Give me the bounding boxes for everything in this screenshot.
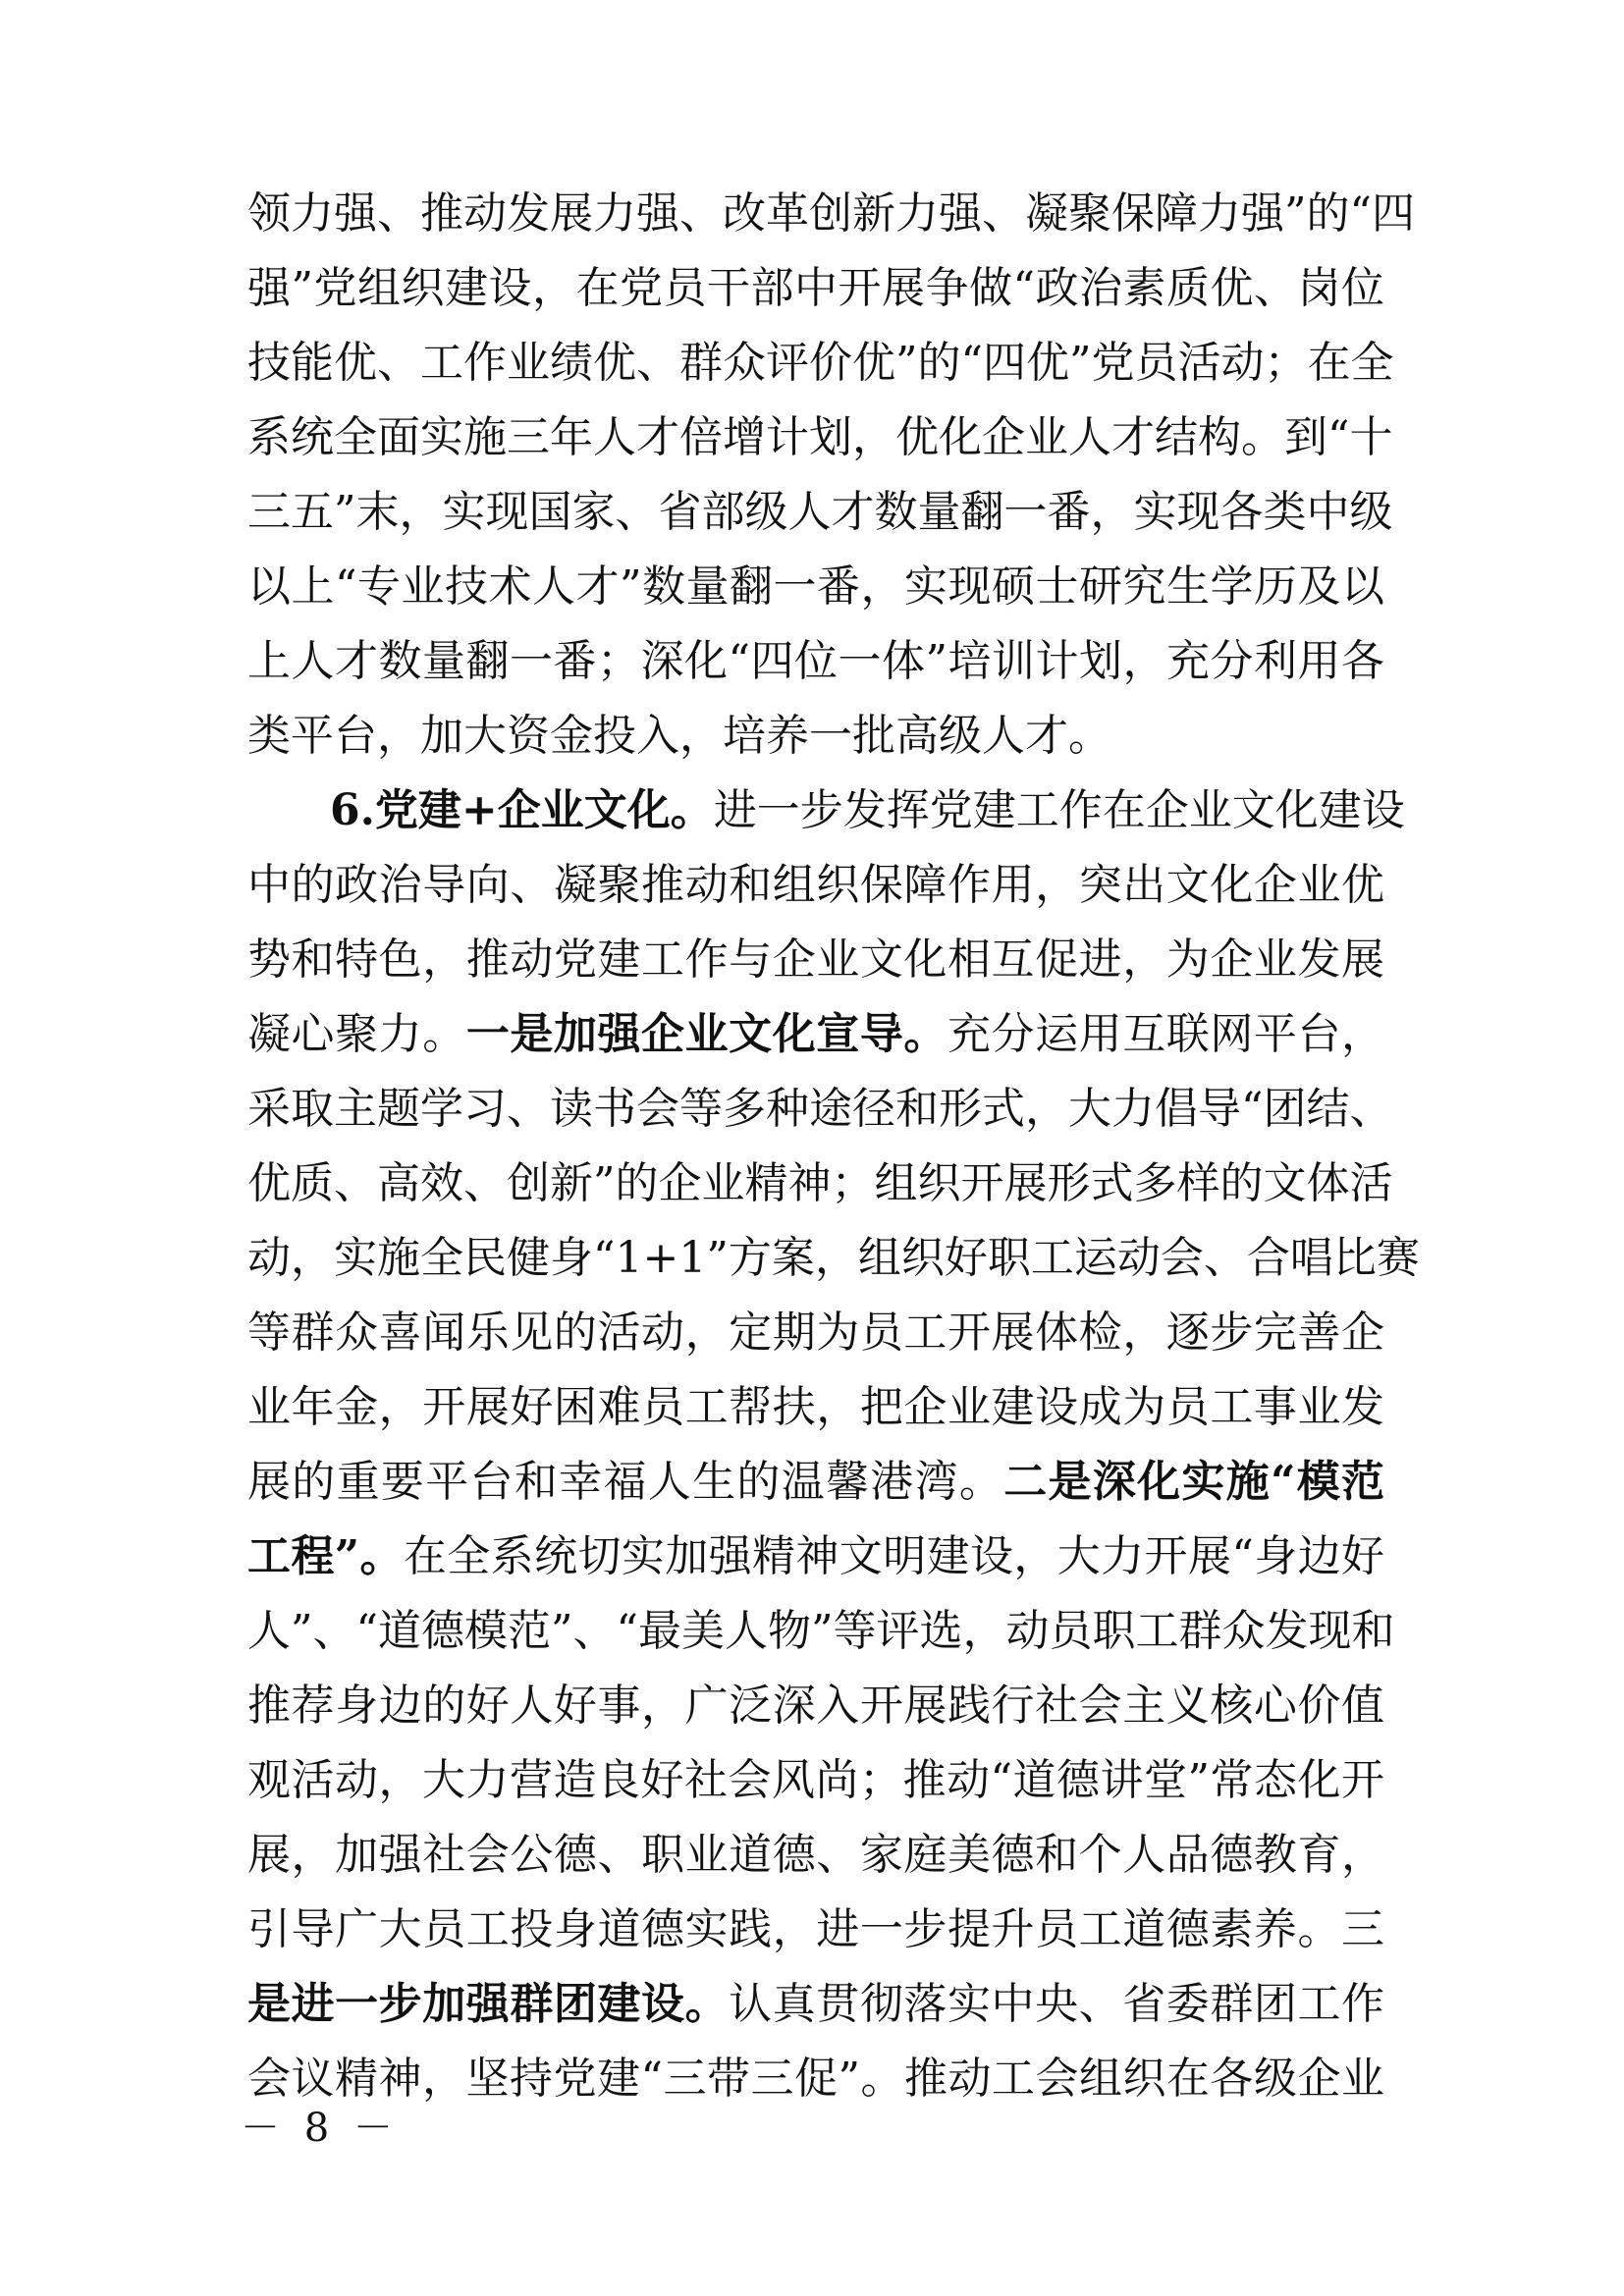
text-line: 以上“专业技术人才”数量翻一番，实现硕士研究生学历及以 — [247, 561, 1384, 612]
text-line: 势和特色，推动党建工作与企业文化相互促进，为企业发展 — [247, 934, 1384, 985]
text-line: 强”党组织建设，在党员干部中开展争做“政治素质优、岗位 — [247, 263, 1384, 313]
text-line: 上人才数量翻一番；深化“四位一体”培训计划，充分利用各 — [247, 636, 1384, 686]
subheading-one: 一是加强企业文化宣导。 — [465, 1009, 947, 1059]
text-line: 凝心聚力。一是加强企业文化宣导。充分运用互联网平台， — [247, 1009, 1385, 1059]
section-heading: 6.党建+企业文化。 — [330, 785, 714, 835]
text-line: 观活动，大力营造良好社会风尚；推动“道德讲堂”常态化开 — [247, 1755, 1384, 1805]
text-line: 采取主题学习、读书会等多种途径和形式，大力倡导“团结、 — [247, 1084, 1393, 1134]
subheading-three: 是进一步加强群团建设。 — [247, 1979, 730, 2029]
body-text — [247, 177, 1420, 2116]
text-line: 技能优、工作业绩优、群众评价优”的“四优”党员活动；在全 — [247, 338, 1394, 388]
text-line: 领力强、推动发展力强、改革创新力强、凝聚保障力强”的“四 — [247, 188, 1415, 239]
text-line: 展的重要平台和幸福人生的温馨港湾。二是深化实施“模范 — [247, 1457, 1385, 1507]
text-line: 动，实施全民健身“1+1”方案，组织好职工运动会、合唱比赛 — [247, 1233, 1420, 1283]
text-line: 推荐身边的好人好事，广泛深入开展践行社会主义核心价值 — [247, 1681, 1384, 1731]
subheading-two: 二是深化实施“模范 — [1003, 1457, 1385, 1507]
text-line: 引导广大员工投身道德实践，进一步提升员工道德素养。三 — [247, 1904, 1384, 1954]
text-line: 类平台，加大资金投入，培养一批高级人才。 — [247, 711, 1111, 761]
text-line: 中的政治导向、凝聚推动和组织保障作用，突出文化企业优 — [247, 860, 1384, 910]
text-line: 会议精神，坚持党建“三带三促”。推动工会组织在各级企业 — [247, 2054, 1384, 2104]
page-number: － 8 － — [241, 2106, 399, 2151]
section-heading-line: 6.党建+企业文化。进一步发挥党建工作在企业文化建设 — [330, 785, 1405, 835]
text-line: 业年金，开展好困难员工帮扶，把企业建设成为员工事业发 — [247, 1382, 1384, 1432]
text-line: 三五”末，实现国家、省部级人才数量翻一番，实现各类中级 — [247, 487, 1393, 537]
text-line: 人”、“道德模范”、“最美人物”等评选，动员职工群众发现和 — [247, 1606, 1395, 1656]
text-line: 系统全面实施三年人才倍增计划，优化企业人才结构。到“十 — [247, 412, 1393, 462]
text-line: 是进一步加强群团建设。认真贯彻落实中央、省委群团工作 — [247, 1979, 1385, 2029]
subheading-two-end: 工程”。 — [247, 1531, 404, 1581]
text-line: 展，加强社会公德、职业道德、家庭美德和个人品德教育， — [247, 1830, 1384, 1880]
text-line: 等群众喜闻乐见的活动，定期为员工开展体检，逐步完善企 — [247, 1308, 1384, 1358]
text-line: 工程”。在全系统切实加强精神文明建设，大力开展“身边好 — [247, 1531, 1385, 1581]
text-line: 优质、高效、创新”的企业精神；组织开展形式多样的文体活 — [247, 1158, 1393, 1208]
